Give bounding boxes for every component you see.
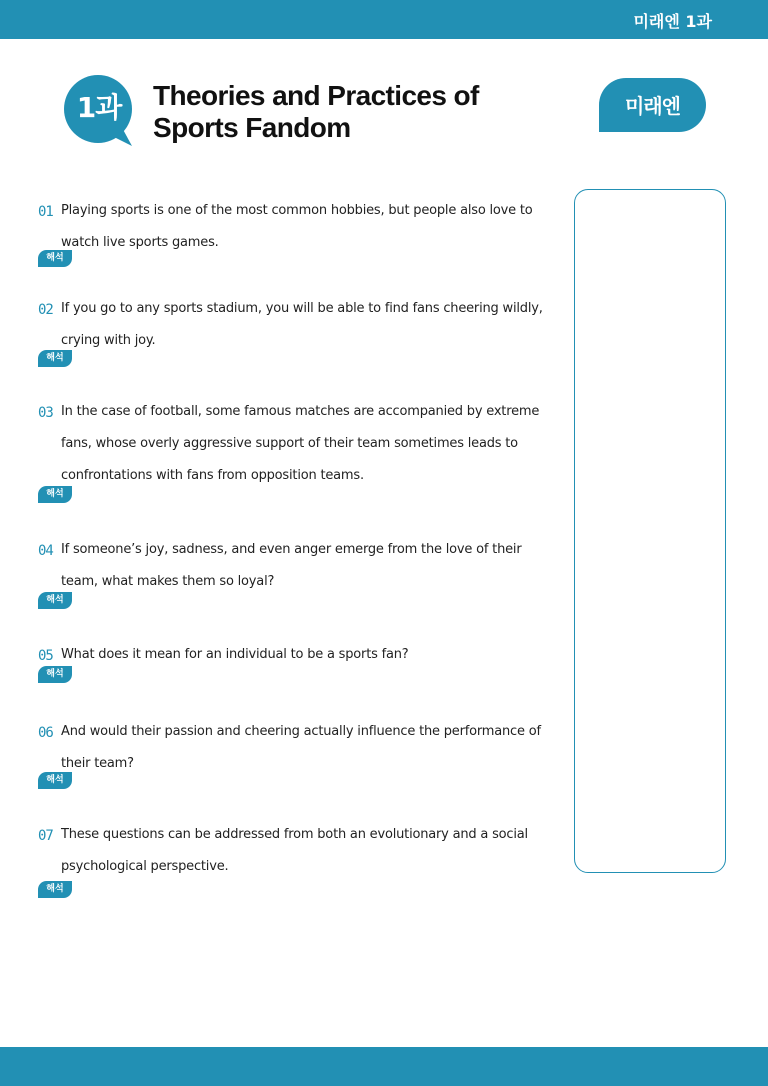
sentence-text: What does it mean for an individual to be a sports fan? [61,647,409,662]
sentence-number: 02 [38,302,53,318]
sentence-number: 07 [38,828,53,844]
top-bar-label: 미래엔 1과 [633,12,712,31]
lesson-badge-label: 1과 [76,91,122,124]
sentence-text: If someone’s joy, sadness, and even anger emerge from the love of their team, what makes them so loyal? [61,542,522,589]
explain-tag-label: 해석 [46,884,64,894]
sentence-number: 01 [38,204,53,220]
sentence-text: If you go to any sports stadium, you will be able to find fans cheering wildly, crying with joy. [61,301,543,348]
page-title [153,80,479,144]
sentence-number: 04 [38,543,53,559]
notes-box [574,189,726,873]
sentence-text: Playing sports is one of the most common hobbies, but people also love to watch live sports games. [61,203,533,250]
explain-tag-label: 해석 [46,775,64,785]
explain-tag-label: 해석 [46,489,64,499]
explain-tag-label: 해석 [46,353,64,363]
page-title-line1: Theories and Practices of [153,80,479,111]
explain-tag-label: 해석 [46,669,64,679]
sentence-number: 03 [38,405,53,421]
explain-tag-label: 해석 [46,253,64,263]
sentence-text: In the case of football, some famous matches are accompanied by extreme fans, whose overly aggressive support of their team sometimes leads to confrontations with fans from opposition teams. [61,404,540,483]
sentence-number: 06 [38,725,53,741]
bottom-bar [0,1047,768,1086]
sentence-text: And would their passion and cheering actually influence the performance of their team? [61,724,541,771]
brand-badge-label: 미래엔 [625,94,680,118]
explain-tag-label: 해석 [46,595,64,605]
sentence-number: 05 [38,648,53,664]
page-title-line2: Sports Fandom [153,112,351,143]
top-bar [0,0,768,39]
sentence-text: These questions can be addressed from both an evolutionary and a social psychological perspective. [61,827,528,874]
